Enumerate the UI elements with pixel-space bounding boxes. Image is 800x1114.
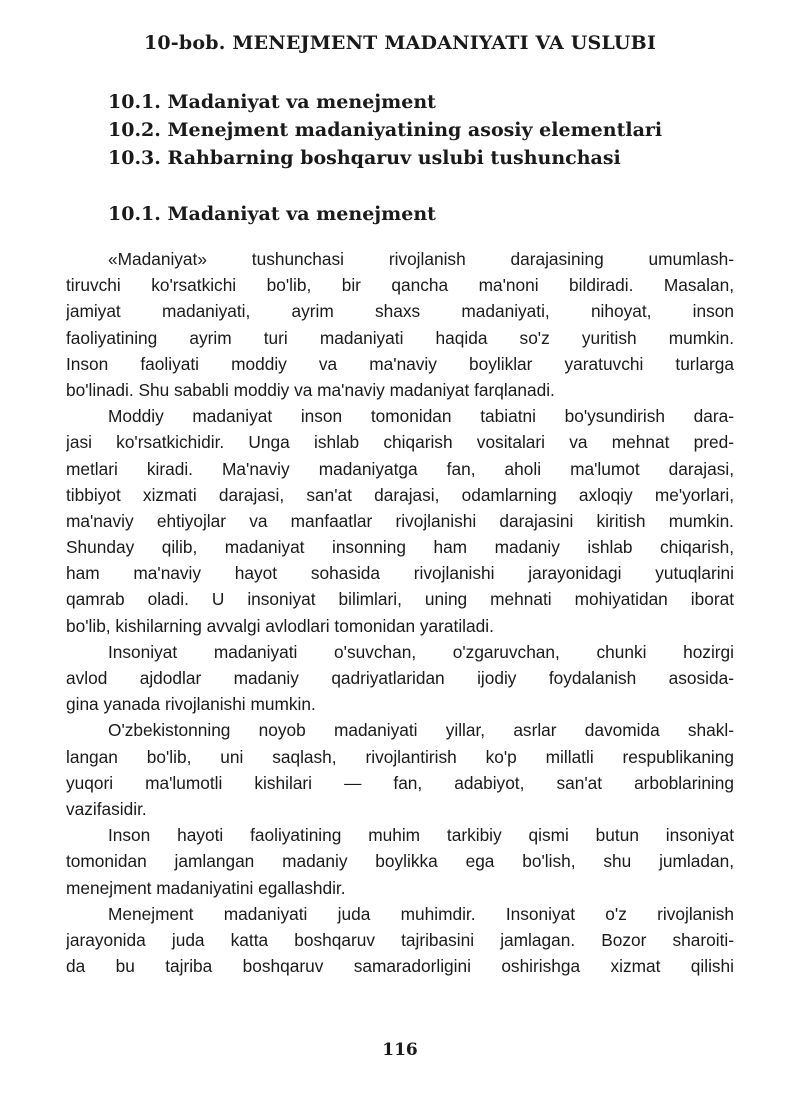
page-number: 116 [382,1040,418,1060]
text-line: jamiyat madaniyati, ayrim shaxs madaniyati, nihoyat, inson [66,301,734,322]
text-line: Inson faoliyati moddiy va ma'naviy boyliklar yaratuvchi turlarga [66,353,734,374]
chapter-title: 10-bob. MENEJMENT MADANIYATI VA USLUBI [143,32,657,54]
text-line: yuqori ma'lumotli kishilari — fan, adabiyot, san'at arboblarining [66,772,734,793]
section-list-item: 10.1. Madaniyat va menejment [108,91,436,113]
section-list [108,88,734,172]
text-line: jasi ko'rsatkichidir. Unga ishlab chiqarish vositalari va mehnat pred- [66,432,734,453]
text-line: bo'lib, kishilarning avvalgi avlodlari tomonidan yaratiladi. [66,615,494,636]
section-heading: 10.1. Madaniyat va menejment [108,203,436,225]
paragraph [66,639,734,718]
text-line: jarayonida juda katta boshqaruv tajribasini jamlagan. Bozor sharoiti- [66,929,734,950]
text-line: tibbiyot xizmati darajasi, san'at darajasi, odamlarning axloqiy me'yorlari, [66,484,734,505]
section-list-item: 10.2. Menejment madaniyatining asosiy elementlari [108,119,663,141]
text-line: Shunday qilib, madaniyat insonning ham madaniy ishlab chiqarish, [66,537,734,558]
body-text [66,246,734,979]
text-line: Insoniyat madaniyati o'suvchan, o'zgaruvchan, chunki hozirgi [108,641,734,662]
text-line: «Madaniyat» tushunchasi rivojlanish darajasining umumlash- [108,249,734,269]
text-line: tomonidan jamlangan madaniy boylikka ega bo'lish, shu jumladan, [66,851,734,872]
paragraph [66,246,734,403]
text-line: gina yanada rivojlanishi mumkin. [66,694,316,715]
paragraph [66,822,734,901]
paragraph [66,901,734,980]
text-line: Menejment madaniyati juda muhimdir. Insoniyat o'z rivojlanish [108,903,734,924]
text-line: langan bo'lib, uni saqlash, rivojlantirish ko'p millatli respublikaning [66,746,734,767]
paragraph [66,403,734,639]
text-line: tiruvchi ko'rsatkichi bo'lib, bir qancha ma'noni bildiradi. Masalan, [66,275,734,296]
text-line: qamrab oladi. U insoniyat bilimlari, uning mehnati mohiyatidan iborat [66,589,734,610]
section-list-item: 10.3. Rahbarning boshqaruv uslubi tushunchasi [108,147,621,169]
text-line: Inson hayoti faoliyatining muhim tarkibiy qismi butun insoniyat [108,825,734,846]
text-line: avlod ajdodlar madaniy qadriyatlaridan ijodiy foydalanish asosida- [66,668,734,688]
page [66,20,734,979]
text-line: ham ma'naviy hayot sohasida rivojlanishi jarayonidagi yutuqlarini [66,563,734,584]
text-line: bo'linadi. Shu sababli moddiy va ma'naviy madaniyat farqlanadi. [66,379,555,400]
text-line: faoliyatining ayrim turi madaniyati haqida so'z yuritish mumkin. [66,327,734,348]
text-line: menejment madaniyatini egallashdir. [66,877,346,898]
text-line: Moddiy madaniyat inson tomonidan tabiatni bo'ysundirish dara- [108,406,734,427]
text-line: metlari kiradi. Ma'naviy madaniyatga fan, aholi ma'lumot darajasi, [66,458,734,479]
text-line: vazifasidir. [66,798,147,819]
text-line: da bu tajriba boshqaruv samaradorligini oshirishga xizmat qilishi [66,956,734,977]
text-line: O'zbekistonning noyob madaniyati yillar, asrlar davomida shakl- [108,720,734,741]
text-line: ma'naviy ehtiyojlar va manfaatlar rivojlanishi darajasini kiritish mumkin. [66,510,734,531]
paragraph [66,717,734,822]
